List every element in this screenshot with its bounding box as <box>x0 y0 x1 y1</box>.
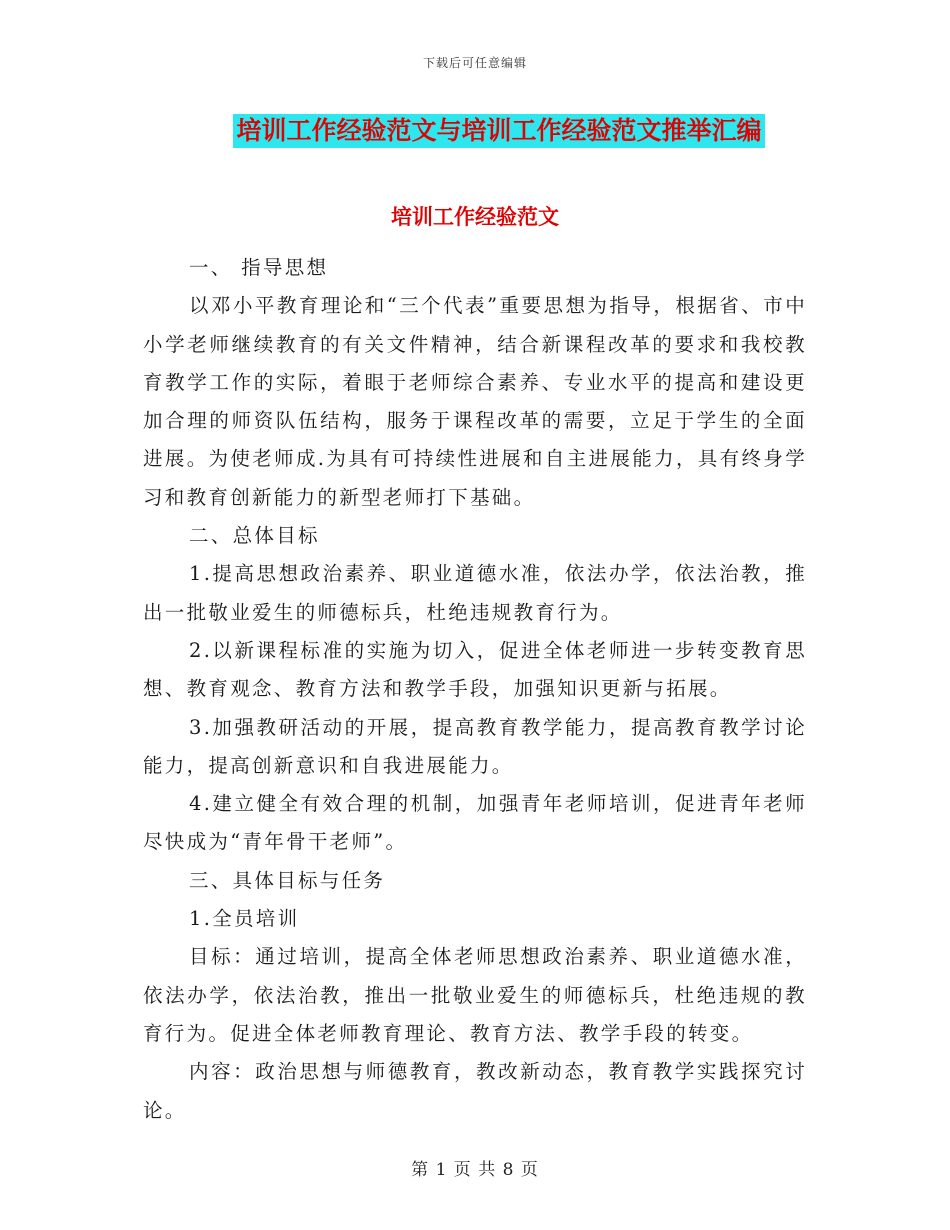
subheading-all-staff-training: 1.全员培训 <box>189 907 300 931</box>
paragraph-training-target: 目标：通过培训，提高全体老师思想政治素养、职业道德水准，依法办学，依法治教，推出一批敬业爱生的师德标兵，杜绝违规的教育行为。促进全体老师教育理论、教育方法、教学手段的转变。 <box>143 945 807 1045</box>
header-note: 下载后可任意编辑 <box>422 56 527 70</box>
goal-item-3: 3.加强教研活动的开展，提高教育教学能力，提高教育教学讨论能力，提高创新意识和自我进展能力。 <box>143 715 807 777</box>
document-body <box>143 249 807 1130</box>
goal-item-1: 1.提高思想政治素养、职业道德水准，依法办学，依法治教，推出一批敬业爱生的师德标兵，杜绝违规教育行为。 <box>143 562 807 624</box>
goal-item-2: 2.以新课程标准的实施为切入，促进全体老师进一步转变教育思想、教育观念、教育方法和教学手段，加强知识更新与拓展。 <box>143 638 807 701</box>
document-title-row <box>0 114 950 148</box>
heading-guiding-ideology: 一、 指导思想 <box>189 256 329 279</box>
paragraph-guiding-ideology: 以邓小平教育理论和“三个代表”重要思想为指导，根据省、市中小学老师继续教育的有关文件精神，结合新课程改革的要求和我校教育教学工作的实际，着眼于老师综合素养、专业水平的提高和建设更加合理的师资队伍结构，服务于课程改革的需要，立足于学生的全面进展。为使老师成.为具有可持续性进展和自主进展能力，具有终身学习和教育创新能力的新型老师打下基础。 <box>143 294 807 509</box>
document-title: 培训工作经验范文与培训工作经验范文推举汇编 <box>233 114 764 148</box>
heading-specific-goals: 三、具体目标与任务 <box>189 868 386 892</box>
paragraph-training-content: 内容：政治思想与师德教育，教改新动态，教育教学实践探究讨论。 <box>143 1060 807 1122</box>
goal-item-4: 4.建立健全有效合理的机制，加强青年老师培训，促进青年老师尽快成为“青年骨干老师”。 <box>143 792 807 854</box>
section-title: 培训工作经验范文 <box>391 204 559 229</box>
heading-overall-goals: 二、总体目标 <box>189 524 320 548</box>
page-number: 第 1 页 共 8 页 <box>411 1160 539 1180</box>
